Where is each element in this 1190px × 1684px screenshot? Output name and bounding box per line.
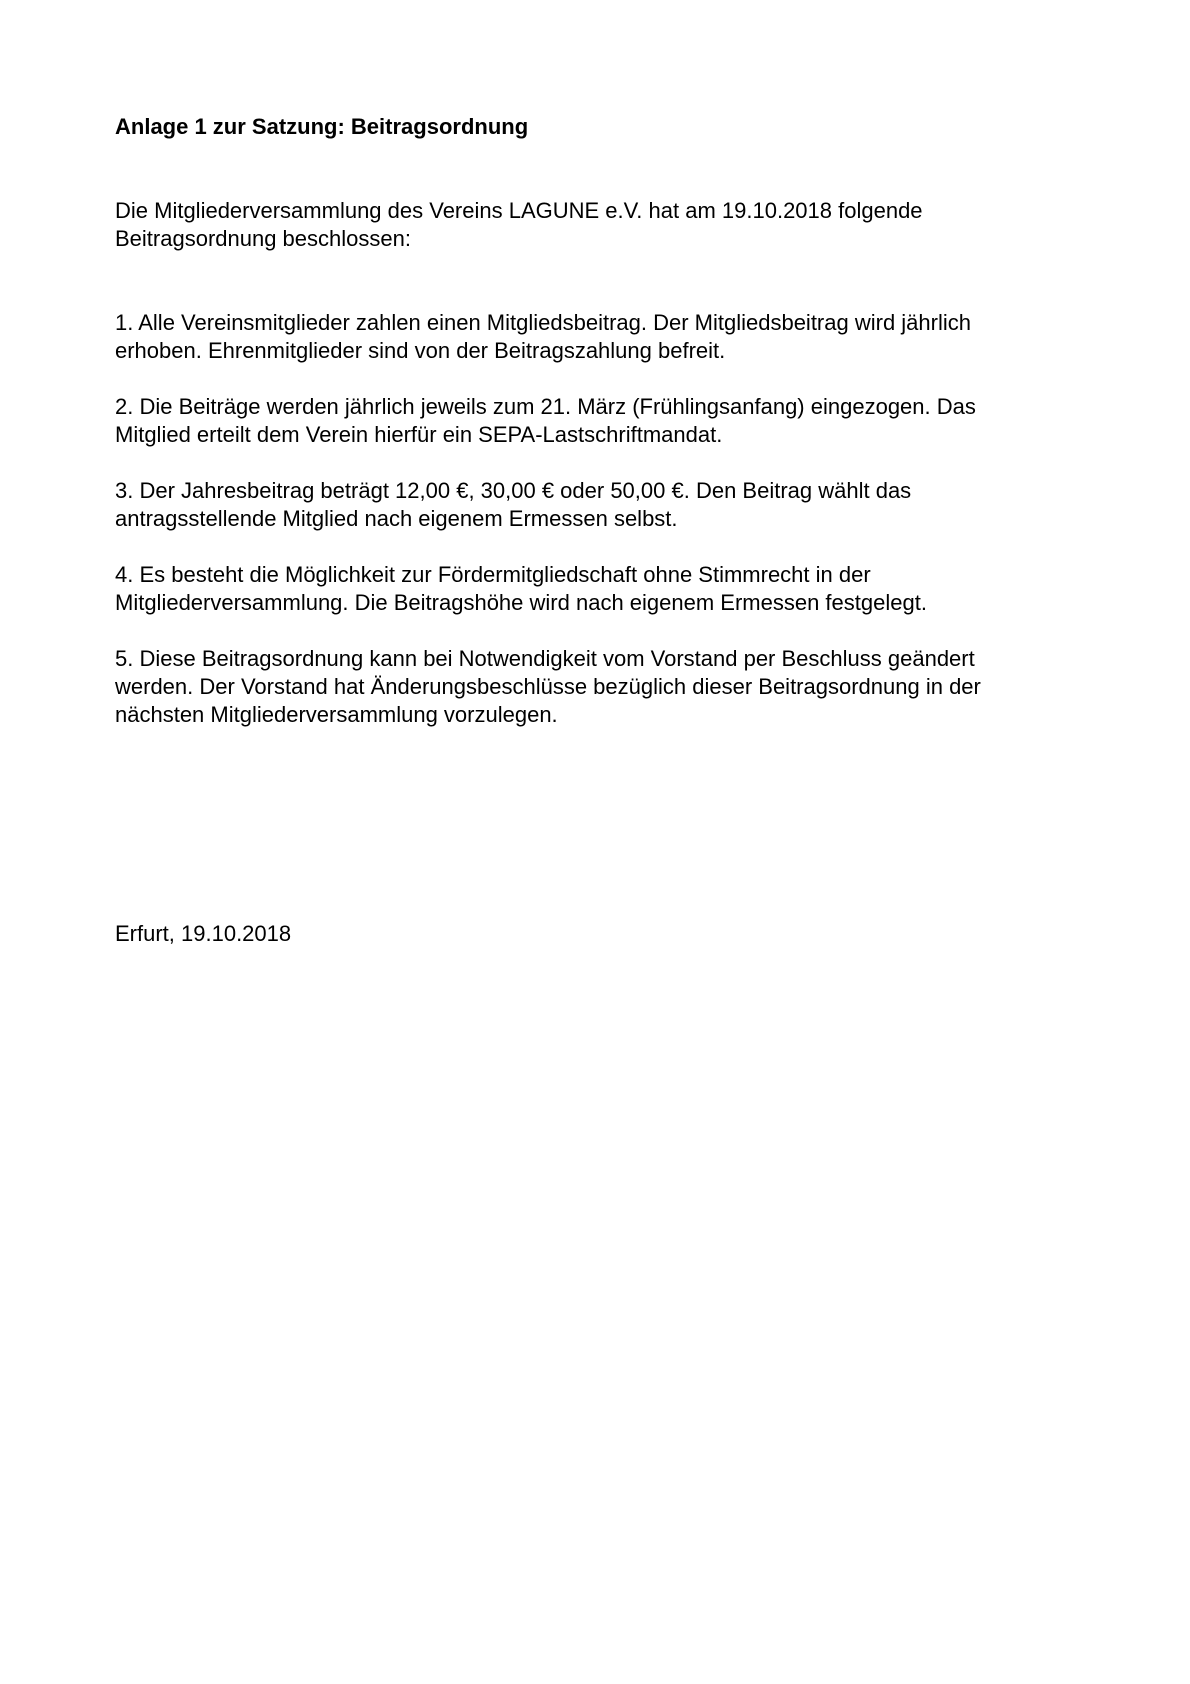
clause-line: antragsstellende Mitglied nach eigenem Ermessen selbst.: [115, 506, 678, 531]
document-title: Anlage 1 zur Satzung: Beitragsordnung: [115, 114, 529, 139]
intro-paragraph: [115, 197, 1075, 253]
clause-line: 2. Die Beiträge werden jährlich jeweils zum 21. März (Frühlingsanfang) eingezogen. Das: [115, 394, 976, 419]
clause-line: 3. Der Jahresbeitrag beträgt 12,00 €, 30,00 € oder 50,00 €. Den Beitrag wählt das: [115, 478, 912, 503]
clause-line: 4. Es besteht die Möglichkeit zur Fördermitgliedschaft ohne Stimmrecht in der: [115, 562, 871, 587]
clause-line: nächsten Mitgliederversammlung vorzulegen.: [115, 702, 558, 727]
clause-line: erhoben. Ehrenmitglieder sind von der Beitragszahlung befreit.: [115, 338, 726, 363]
clause-1: [115, 309, 1075, 365]
intro-line: Die Mitgliederversammlung des Vereins LAGUNE e.V. hat am 19.10.2018 folgende: [115, 198, 923, 223]
clause-line: werden. Der Vorstand hat Änderungsbeschlüsse bezüglich dieser Beitragsordnung in der: [115, 674, 981, 699]
clause-4: [115, 561, 1075, 617]
clause-line: 1. Alle Vereinsmitglieder zahlen einen Mitgliedsbeitrag. Der Mitgliedsbeitrag wird jährlich: [115, 310, 971, 335]
clause-line: 5. Diese Beitragsordnung kann bei Notwendigkeit vom Vorstand per Beschluss geändert: [115, 646, 975, 671]
intro-line: Beitragsordnung beschlossen:: [115, 226, 411, 251]
clause-5: [115, 645, 1075, 729]
clause-3: [115, 477, 1075, 533]
place-and-date: Erfurt, 19.10.2018: [115, 921, 292, 946]
clause-line: Mitgliederversammlung. Die Beitragshöhe wird nach eigenem Ermessen festgelegt.: [115, 590, 927, 615]
clause-line: Mitglied erteilt dem Verein hierfür ein SEPA-Lastschriftmandat.: [115, 422, 723, 447]
clause-2: [115, 393, 1075, 449]
clause-list: [115, 309, 1075, 757]
